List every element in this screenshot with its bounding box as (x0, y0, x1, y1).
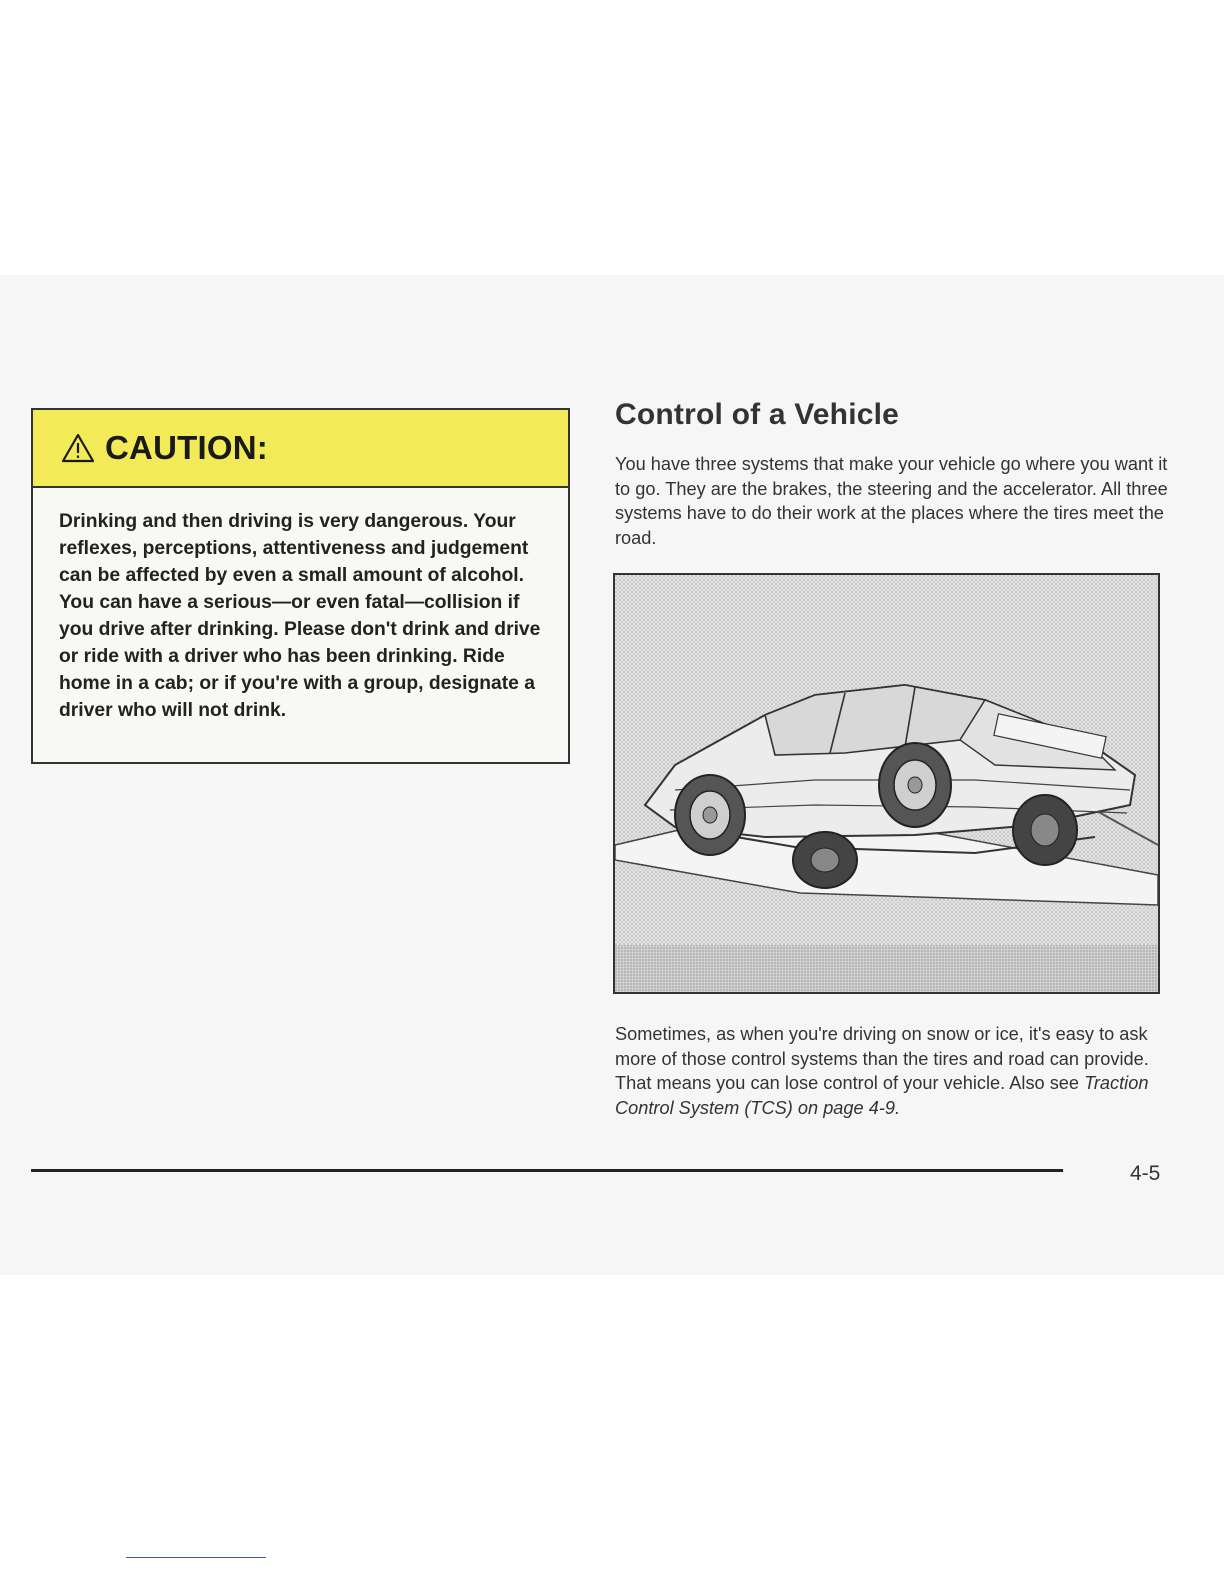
rear-wheel (879, 743, 951, 827)
section-heading: Control of a Vehicle (615, 398, 900, 431)
caution-box (31, 408, 570, 764)
page-number: 4-5 (1130, 1162, 1161, 1185)
tcs-page-reference[interactable]: Traction Control System (TCS) on page 4-9. (615, 1073, 1149, 1118)
car-on-road-drawing (615, 575, 1158, 992)
warning-triangle-icon (61, 433, 95, 463)
footer-rule (31, 1169, 1063, 1172)
vehicle-illustration (613, 573, 1160, 994)
intro-paragraph: You have three systems that make your vehicle go where you want it to go. They are the brakes, the steering and the accelerator. All three systems have to do their work at the places where the tires meet the road. (615, 454, 1168, 548)
front-wheel (675, 775, 745, 855)
caution-title: CAUTION: (105, 429, 268, 466)
caution-header (33, 410, 568, 488)
front-far-wheel (793, 832, 857, 888)
caution-text: Drinking and then driving is very dangerous. Your reflexes, perceptions, attentiveness and judgement can be affected by even a small amount of alcohol. You can have a serious—or even fatal—collision if you drive after drinking. Please don't drink and drive or ride with a driver who has been drinking. Ride home in a cab; or if you're with a group, designate a driver who will not drink. (59, 511, 541, 721)
traction-paragraph-text: Sometimes, as when you're driving on snow or ice, it's easy to ask more of those control systems than the tires and road can provide. That means you can lose control of your vehicle. Also see (615, 1024, 1149, 1093)
rear-far-wheel (1013, 795, 1077, 865)
bottom-underline (126, 1557, 266, 1558)
traction-paragraph (615, 1022, 1175, 1120)
